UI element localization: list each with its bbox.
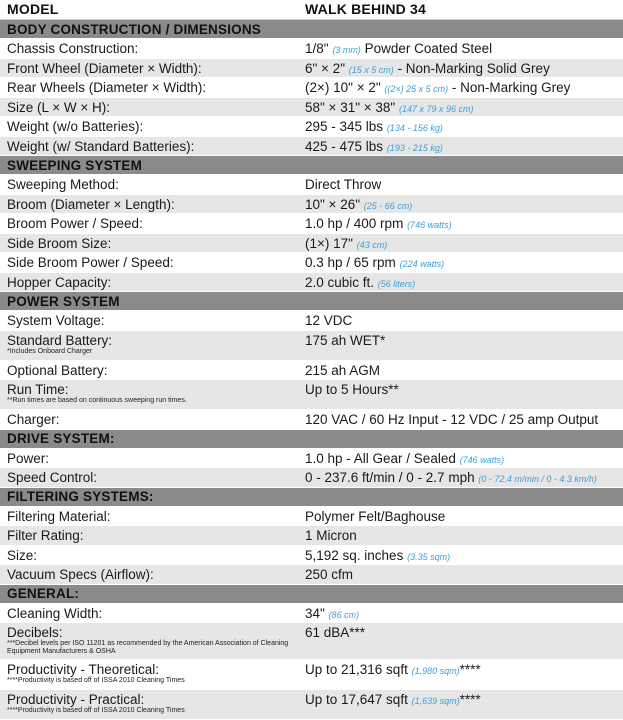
- spec-value-cell: [305, 449, 623, 470]
- spec-label-cell: [0, 380, 305, 405]
- spec-value-suffix: ****: [459, 662, 481, 677]
- spec-footnote: ***Decibel levels per ISO 11201 as recommended by the American Association of Cleaning Equipment Manufacturers & OSHA: [7, 640, 289, 655]
- section-title: BODY CONSTRUCTION / DIMENSIONS: [7, 21, 262, 37]
- spec-label: Weight (w/o Batteries):: [7, 119, 144, 134]
- table-row: [0, 39, 623, 59]
- header-value: WALK BEHIND 34: [305, 1, 427, 17]
- spec-label: Side Broom Size:: [7, 235, 112, 251]
- table-row: [0, 449, 623, 469]
- spec-label: Weight (w/ Standard Batteries):: [7, 138, 195, 154]
- spec-metric: (1,980 sqm): [411, 666, 460, 676]
- spec-value-cell: [305, 690, 623, 711]
- spec-label: Sweeping Method:: [7, 177, 119, 192]
- spec-footnote: **Run times are based on continuous sweeping run times.: [7, 397, 187, 404]
- spec-label-cell: [0, 195, 305, 214]
- spec-metric: (224 watts): [399, 259, 445, 269]
- spec-value-cell: [305, 311, 623, 330]
- spec-label-cell: [0, 234, 305, 253]
- spec-value-cell: [305, 526, 623, 545]
- table-row: [0, 137, 623, 157]
- spec-value-cell: [305, 234, 623, 255]
- spec-label: Productivity - Practical:: [7, 692, 145, 707]
- spec-label: Front Wheel (Diameter × Width):: [7, 60, 202, 76]
- spec-value-cell: [305, 468, 623, 489]
- spec-value-cell: [305, 39, 623, 60]
- section-title: GENERAL:: [7, 586, 80, 601]
- spec-value: 250 cfm: [305, 567, 354, 582]
- table-row: [0, 253, 623, 273]
- spec-value: Up to 5 Hours**: [305, 382, 399, 397]
- spec-label: Productivity - Theoretical:: [7, 662, 160, 677]
- table-row: [0, 98, 623, 118]
- table-body: [0, 20, 623, 720]
- spec-value-suffix: Powder Coated Steel: [360, 41, 493, 56]
- table-row: [0, 565, 623, 585]
- table-row: [0, 361, 623, 381]
- table-row: [0, 623, 623, 660]
- spec-metric: (1,639 sqm): [411, 696, 460, 706]
- spec-label-cell: [0, 137, 305, 156]
- spec-label-cell: [0, 331, 305, 356]
- spec-label-cell: [0, 39, 305, 58]
- spec-label: Decibels:: [7, 625, 63, 640]
- spec-value: 12 VDC: [305, 313, 353, 328]
- section-title: DRIVE SYSTEM:: [7, 431, 115, 446]
- spec-value-cell: [305, 565, 623, 584]
- spec-value-cell: [305, 507, 623, 526]
- table-row: [0, 380, 623, 410]
- spec-label-cell: [0, 98, 305, 117]
- table-row: [0, 59, 623, 79]
- section-header: [0, 292, 623, 311]
- spec-label: Cleaning Width:: [7, 605, 103, 621]
- table-row: [0, 660, 623, 690]
- spec-metric: (3 mm): [332, 45, 361, 55]
- spec-label-cell: [0, 546, 305, 565]
- spec-label: Filter Rating:: [7, 528, 84, 543]
- spec-footnote: ****Productivity is based off of ISSA 2010 Cleaning Times: [7, 707, 185, 714]
- spec-value-cell: [305, 137, 623, 158]
- spec-value-cell: [305, 660, 623, 681]
- spec-label-cell: [0, 690, 305, 715]
- spec-metric: (746 watts): [459, 454, 505, 465]
- spec-value: 5,192 sq. inches: [305, 547, 408, 563]
- spec-value: Polymer Felt/Baghouse: [305, 508, 446, 524]
- spec-label: Hopper Capacity:: [7, 274, 112, 290]
- spec-value: 120 VAC / 60 Hz Input - 12 VDC / 25 amp Output: [305, 412, 599, 427]
- spec-value: 1.0 hp - All Gear / Sealed: [305, 450, 460, 466]
- spec-value-cell: [305, 604, 623, 625]
- table-row: [0, 468, 623, 488]
- spec-label-cell: [0, 175, 305, 194]
- spec-footnote: ****Productivity is based off of ISSA 2010 Cleaning Times: [7, 677, 185, 684]
- spec-label: System Voltage:: [7, 313, 105, 328]
- spec-label-cell: [0, 361, 305, 380]
- spec-metric: (25 - 66 cm): [363, 200, 413, 211]
- table-row: [0, 234, 623, 254]
- table-row: [0, 311, 623, 331]
- spec-value-cell: [305, 623, 623, 642]
- spec-label: Size:: [7, 547, 38, 563]
- spec-value: 61 dBA***: [305, 625, 366, 640]
- table-row: [0, 526, 623, 546]
- spec-value: (2×) 10" × 2": [305, 80, 385, 95]
- spec-label: Charger:: [7, 412, 60, 427]
- spec-value: 0 - 237.6 ft/min / 0 - 2.7 mph: [305, 470, 479, 485]
- spec-value-cell: [305, 117, 623, 138]
- spec-label-cell: [0, 78, 305, 97]
- spec-label: Broom (Diameter × Length):: [7, 196, 175, 212]
- spec-value: 6" × 2": [305, 60, 349, 76]
- spec-metric: (3.35 sqm): [407, 551, 451, 562]
- spec-value-suffix: - Non-Marking Solid Grey: [393, 60, 550, 76]
- spec-value: 295 - 345 lbs: [305, 119, 387, 134]
- spec-metric: (0 - 72.4 m/min / 0 - 4.3 km/h): [478, 474, 597, 484]
- spec-metric: (56 liters): [377, 278, 416, 289]
- section-header: [0, 156, 623, 175]
- table-row: [0, 78, 623, 98]
- spec-metric: (746 watts): [407, 220, 452, 230]
- spec-value-suffix: - Non-Marking Grey: [448, 80, 571, 95]
- spec-value-cell: [305, 195, 623, 216]
- spec-label-cell: [0, 623, 305, 656]
- spec-value-cell: [305, 410, 623, 429]
- spec-metric: ((2×) 25 x 5 cm): [384, 84, 449, 94]
- spec-label-cell: [0, 526, 305, 545]
- spec-label-cell: [0, 410, 305, 429]
- table-row: [0, 690, 623, 720]
- spec-label-cell: [0, 468, 305, 487]
- spec-value: 215 ah AGM: [305, 362, 381, 378]
- section-title: POWER SYSTEM: [7, 293, 120, 309]
- spec-label: Filtering Material:: [7, 508, 111, 524]
- spec-label: Vacuum Specs (Airflow):: [7, 567, 154, 582]
- section-header: [0, 488, 623, 507]
- spec-label-cell: [0, 565, 305, 584]
- section-title: FILTERING SYSTEMS:: [7, 489, 154, 504]
- table-row: [0, 175, 623, 195]
- spec-value: 175 ah WET*: [305, 332, 386, 348]
- spec-label-cell: [0, 507, 305, 526]
- section-header: [0, 585, 623, 604]
- spec-label: Side Broom Power / Speed:: [7, 255, 174, 270]
- spec-metric: (147 x 79 x 96 cm): [398, 103, 474, 114]
- spec-label: Optional Battery:: [7, 362, 108, 378]
- spec-label: Power:: [7, 450, 50, 466]
- spec-value: 1 Micron: [305, 528, 357, 543]
- section-header: [0, 430, 623, 449]
- spec-label: Rear Wheels (Diameter × Width):: [7, 80, 207, 95]
- section-title: SWEEPING SYSTEM: [7, 157, 143, 173]
- spec-value: 58" × 31" × 38": [305, 99, 399, 115]
- spec-label-cell: [0, 311, 305, 330]
- spec-value-cell: [305, 546, 623, 567]
- table-row: [0, 273, 623, 293]
- spec-value: 1.0 hp / 400 rpm: [305, 216, 408, 231]
- spec-label: Run Time:: [7, 382, 69, 397]
- spec-metric: (43 cm): [356, 239, 388, 250]
- spec-label-cell: [0, 214, 305, 233]
- table-row: [0, 604, 623, 624]
- table-row: [0, 507, 623, 527]
- section-header: [0, 20, 623, 39]
- spec-metric: (134 - 156 kg): [386, 123, 443, 133]
- spec-label-cell: [0, 449, 305, 468]
- spec-metric: (15 x 5 cm): [348, 64, 394, 75]
- spec-value: (1×) 17": [305, 235, 357, 251]
- spec-metric: (193 - 215 kg): [386, 142, 443, 153]
- spec-label: Broom Power / Speed:: [7, 216, 143, 231]
- spec-value-cell: [305, 361, 623, 380]
- spec-label: Size (L × W × H):: [7, 99, 111, 115]
- table-header: [0, 0, 623, 20]
- header-label: MODEL: [7, 1, 59, 17]
- spec-value-cell: [305, 78, 623, 99]
- table-row: [0, 546, 623, 566]
- table-row: [0, 117, 623, 137]
- spec-label: Chassis Construction:: [7, 41, 139, 56]
- spec-value: Up to 21,316 sqft: [305, 662, 412, 677]
- spec-metric: (86 cm): [328, 609, 360, 620]
- spec-value: 425 - 475 lbs: [305, 138, 387, 154]
- spec-label-cell: [0, 660, 305, 685]
- spec-label-cell: [0, 117, 305, 136]
- spec-value-cell: [305, 380, 623, 399]
- spec-label-cell: [0, 273, 305, 292]
- table-row: [0, 195, 623, 215]
- spec-value-cell: [305, 273, 623, 294]
- spec-label: Speed Control:: [7, 470, 98, 485]
- spec-value-cell: [305, 59, 623, 80]
- spec-value-suffix: ****: [459, 692, 481, 707]
- spec-label: Standard Battery:: [7, 332, 113, 348]
- spec-footnote: *Includes Onboard Charger: [7, 347, 93, 355]
- table-row: [0, 331, 623, 361]
- table-row: [0, 410, 623, 430]
- spec-label-cell: [0, 253, 305, 272]
- spec-value-cell: [305, 214, 623, 235]
- spec-value: Direct Throw: [305, 177, 382, 192]
- table-row: [0, 214, 623, 234]
- spec-label-cell: [0, 604, 305, 623]
- spec-value: 0.3 hp / 65 rpm: [305, 255, 400, 270]
- spec-value: 10" × 26": [305, 196, 364, 212]
- spec-value-cell: [305, 175, 623, 194]
- spec-value: 2.0 cubic ft.: [305, 274, 378, 290]
- spec-value: 1/8": [305, 41, 333, 56]
- spec-value: Up to 17,647 sqft: [305, 692, 412, 707]
- spec-label-cell: [0, 59, 305, 78]
- spec-value-cell: [305, 253, 623, 274]
- spec-value-cell: [305, 331, 623, 350]
- spec-value-cell: [305, 98, 623, 119]
- spec-value: 34": [305, 605, 329, 621]
